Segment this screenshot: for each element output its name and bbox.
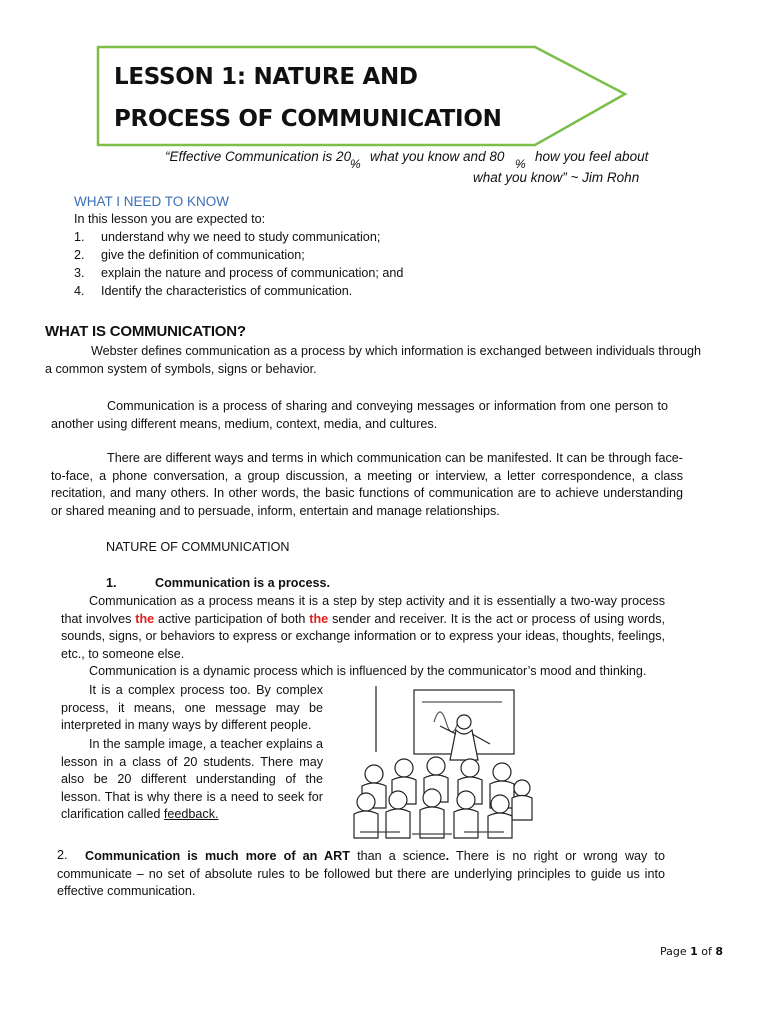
objective-number: 2. bbox=[74, 248, 85, 262]
quote-author: what you know” ~ Jim Rohn bbox=[473, 170, 640, 185]
objective-item: give the definition of communication; bbox=[101, 248, 305, 262]
of-label: of bbox=[701, 945, 712, 958]
page-number: 1 bbox=[690, 945, 698, 958]
objective-item: explain the nature and process of communication; and bbox=[101, 266, 404, 280]
objectives-list bbox=[0, 230, 768, 302]
quote-part-2: what you know and 80 bbox=[370, 149, 505, 164]
page-footer bbox=[660, 945, 723, 958]
webster-paragraph: Webster defines communication as a process by which information is exchanged between individuals through a common system of symbols, signs or behavior. bbox=[45, 344, 701, 376]
section-2-title: Communication is much more of an ART bbox=[85, 849, 350, 863]
quote-part-3: how you feel about bbox=[535, 149, 649, 164]
objective-number: 1. bbox=[74, 230, 85, 244]
objective-number: 3. bbox=[74, 266, 85, 280]
highlight-the-2: the bbox=[309, 611, 329, 626]
complex-process-paragraph: It is a complex process too. By complex process, it means, one message may be interpreted in many ways by different people. bbox=[61, 683, 323, 732]
section-2-number: 2. bbox=[57, 848, 68, 862]
feedback-term: feedback. bbox=[163, 807, 219, 821]
what-i-need-heading: WHAT I NEED TO KNOW bbox=[74, 194, 230, 209]
title-banner bbox=[95, 44, 630, 148]
process-text-b: active participation of both bbox=[158, 611, 306, 626]
section-1-title: Communication is a process. bbox=[155, 576, 330, 590]
ways-paragraph: There are different ways and terms in which communication can be manifested. It can be through face-to-face, a phone conversation, a group discussion, a meeting or interview, a letter correspondence, a class recitation, and many others. In other words, the basic functions of communication are to achieve understanding or shared meaning and to persuade, inform, entertain and manage relationships. bbox=[51, 451, 683, 518]
what-is-communication-heading: WHAT IS COMMUNICATION? bbox=[45, 323, 246, 340]
objectives-intro: In this lesson you are expected to: bbox=[74, 212, 266, 226]
objective-item: understand why we need to study communication; bbox=[101, 230, 381, 244]
nature-heading: NATURE OF COMMUNICATION bbox=[106, 540, 290, 554]
art-text-b: There is no right or wrong way to communicate – no set of absolute rules to be followed but there are underlying principles to guide us into effective communication. bbox=[57, 849, 665, 898]
objective-number: 4. bbox=[74, 284, 85, 298]
quote-percent-1: % bbox=[350, 157, 361, 171]
highlight-the-1: the bbox=[135, 611, 155, 626]
art-text-a: than a science bbox=[357, 849, 446, 863]
definition-paragraph: Communication is a process of sharing and conveying messages or information from one person to another using different means, medium, context, media, and cultures. bbox=[51, 399, 668, 431]
art-paragraph bbox=[57, 848, 665, 901]
dynamic-process-paragraph: Communication is a dynamic process which is influenced by the communicator’s mood and thinking. bbox=[89, 664, 647, 678]
quote-percent-2: % bbox=[515, 157, 526, 171]
quote-part-1: “Effective Communication is 20 bbox=[165, 149, 352, 164]
process-text-c: sender and receiver. It is the act or process of using words, sounds, signs, or behaviors to express or exchange information or to express your ideas, thoughts, feelings, etc., to someone else. bbox=[61, 611, 666, 661]
title-line-2: PROCESS OF COMMUNICATION bbox=[114, 106, 502, 132]
objective-item: Identify the characteristics of communication. bbox=[101, 284, 353, 298]
art-dot: . bbox=[445, 849, 450, 863]
sample-image-paragraph bbox=[61, 736, 323, 824]
title-line-1: LESSON 1: NATURE AND bbox=[114, 64, 418, 90]
process-paragraph bbox=[61, 593, 665, 663]
page-label: Page bbox=[660, 945, 687, 958]
classroom-illustration bbox=[352, 682, 534, 840]
process-text-a: Communication as a process means it is a step by step activity and it is essentially a two-way process that involves bbox=[61, 594, 665, 626]
sample-image-text: In the sample image, a teacher explains a lesson in a class of 20 students. There may also be 20 different understanding of the lesson. That is why there is a need to seek for clarification called bbox=[61, 737, 323, 821]
section-1-number: 1. bbox=[106, 576, 117, 590]
page-total: 8 bbox=[715, 945, 724, 958]
